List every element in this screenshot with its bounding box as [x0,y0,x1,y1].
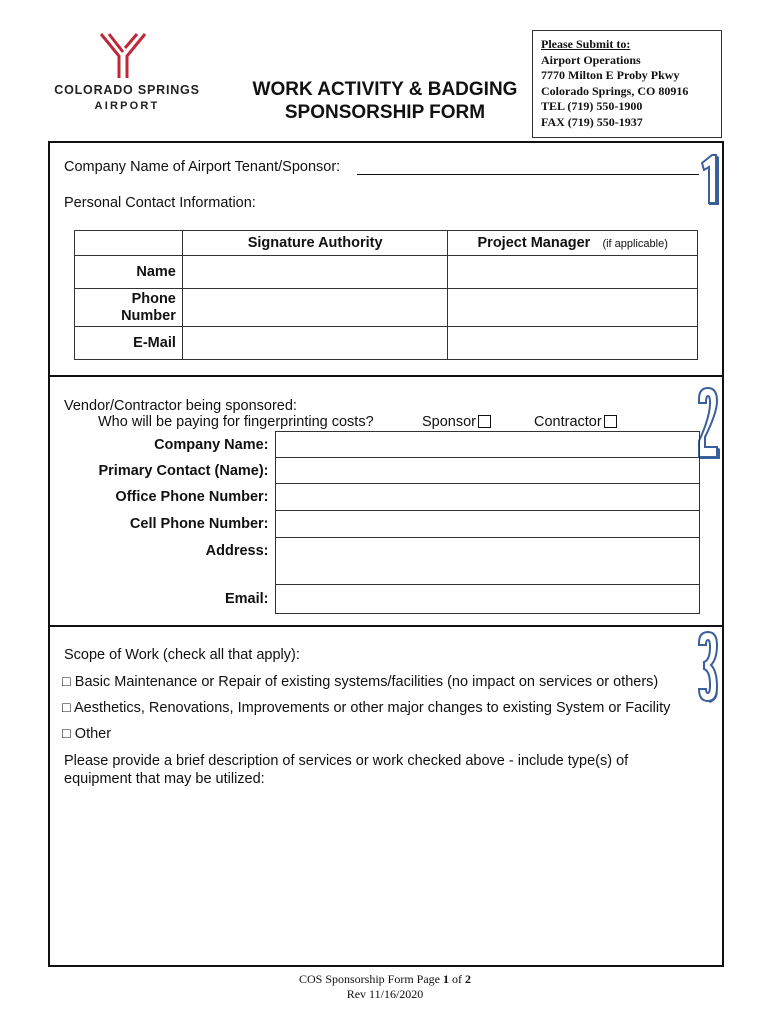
pm-phone-cell[interactable] [448,289,698,327]
row-label-primary-contact: Primary Contact (Name): [98,462,269,479]
sponsor-checkbox[interactable] [478,415,491,428]
vendor-address-input[interactable] [275,538,700,585]
form-title-line2: SPONSORSHIP FORM [284,102,486,123]
row-label-cell-phone: Cell Phone Number: [129,516,269,532]
description-area[interactable] [64,793,704,959]
sponsor-company-label: Company Name of Airport Tenant/Sponsor: [64,159,341,175]
table-row-phone [75,289,698,327]
submit-line: 7770 Milton E Proby Pkwy [541,68,680,82]
table-row [82,432,700,458]
vendor-company-input[interactable] [275,432,700,458]
submit-line: Colorado Springs, CO 80916 [541,83,689,98]
section-vendor-info [48,375,724,627]
vendor-label: Vendor/Contractor being sponsored: [64,398,297,414]
vendor-table [82,431,700,614]
col-project-manager: Project Manager (if applicable) [448,231,698,256]
pm-email-cell[interactable] [448,327,698,360]
fingerprint-question: Who will be paying for fingerprinting costs? [98,414,374,430]
option-contractor: Contractor [534,414,617,430]
row-label-email: Email: [224,591,269,607]
table-row [82,538,700,585]
table-row-email [75,327,698,360]
revision-date: Rev 11/16/2020 [346,987,424,1001]
submit-to-box [532,30,722,138]
description-prompt-line2: equipment that may be utilized: [64,771,265,787]
form-title [235,78,535,124]
table-row [82,585,700,614]
description-prompt-line1: Please provide a brief description of services or work checked above - include type(s) of [64,753,629,769]
scope-option-other[interactable]: □ Other [62,726,112,742]
section-sponsor-info [48,141,724,377]
submit-line: TEL (719) 550-1900 [541,99,643,113]
table-row [82,511,700,538]
section-number-3-graphic [696,629,722,705]
contact-table-header-row [75,231,698,256]
section-number-1 [696,151,724,207]
vendor-office-phone-input[interactable] [275,484,700,511]
row-label-office-phone: Office Phone Number: [115,489,269,505]
section-number-1-graphic [696,151,722,207]
section-scope-of-work [48,625,724,967]
row-label-company-name: Company Name: [154,436,269,453]
page-indicator: COS Sponsorship Form Page 1 of 2 [298,972,472,986]
vendor-cell-phone-input[interactable] [275,511,700,538]
row-label-address: Address: [205,542,269,559]
vendor-email-input[interactable] [275,585,700,614]
row-label-phone: Phone Number [75,289,183,327]
submit-line: Airport Operations [541,52,641,67]
section-number-3 [696,629,724,705]
pm-name-cell[interactable] [448,256,698,289]
table-row-name [75,256,698,289]
scope-option-aesthetics[interactable]: □ Aesthetics, Renovations, Improvements or other major changes to existing System or Facility [62,700,671,716]
scope-option-maintenance[interactable]: □ Basic Maintenance or Repair of existing systems/facilities (no impact on services or others) [62,674,659,690]
airport-logo-icon [97,28,157,80]
logo-text-line1: COLORADO SPRINGS [54,83,200,97]
contact-table [74,230,698,360]
page-footer [0,972,770,1002]
sponsor-company-input-line[interactable] [357,174,699,175]
option-sponsor: Sponsor [422,414,491,430]
col-signature-authority: Signature Authority [182,231,448,256]
row-label-email: E-Mail [75,327,183,360]
table-row [82,484,700,511]
form-title-line1: WORK ACTIVITY & BADGING [252,79,518,100]
sig-name-cell[interactable] [182,256,448,289]
submit-heading: Please Submit to: [541,37,631,51]
sig-email-cell[interactable] [182,327,448,360]
row-label-name: Name [75,256,183,289]
contact-info-label: Personal Contact Information: [64,195,256,211]
submit-line: FAX (719) 550-1937 [541,114,643,129]
table-corner-cell [75,231,183,256]
vendor-contact-input[interactable] [275,458,700,484]
logo-text-line2: AIRPORT [94,100,160,112]
table-row [82,458,700,484]
sig-phone-cell[interactable] [182,289,448,327]
section-number-2 [696,385,724,461]
airport-logo [52,28,202,113]
contractor-checkbox[interactable] [604,415,617,428]
scope-label: Scope of Work (check all that apply): [64,647,300,663]
